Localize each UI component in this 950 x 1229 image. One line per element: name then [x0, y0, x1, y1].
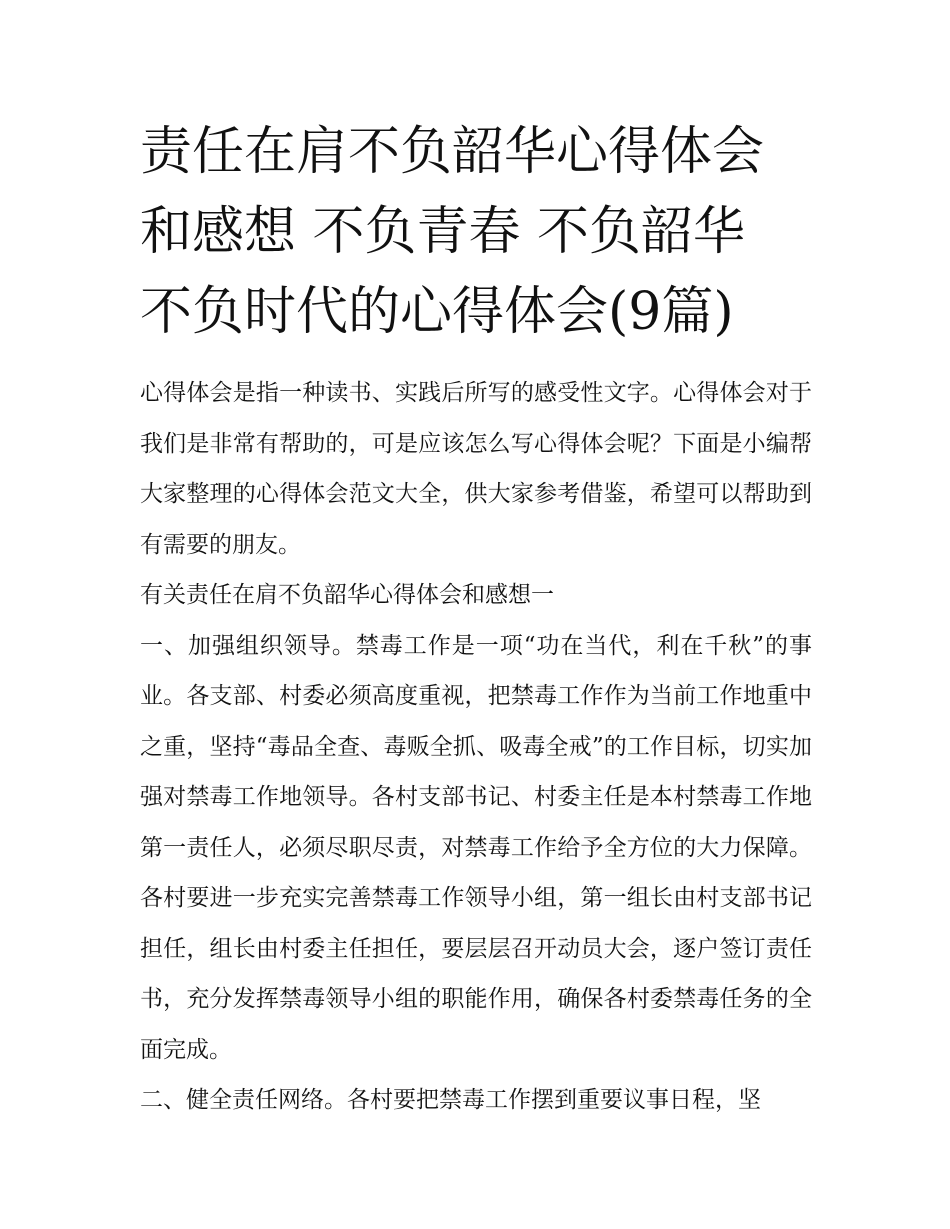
paragraph-intro: 心得体会是指一种读书、实践后所写的感受性文字。心得体会对于我们是非常有帮助的，可是应该怎么写心得体会呢？下面是小编帮大家整理的心得体会范文大全，供大家参考借鉴，希望可以帮助到有需要的朋友。 [140, 380, 812, 558]
document-title: 责任在肩不负韶华心得体会和感想 不负青春 不负韶华 不负时代的心得体会(9篇) [140, 122, 765, 342]
document-body [140, 368, 812, 1126]
paragraph-item-one: 一、加强组织领导。禁毒工作是一项“功在当代，利在千秋”的事业。各支部、村委必须高度重视，把禁毒工作作为当前工作地重中之重，坚持“毒品全查、毒贩全抓、吸毒全戒”的工作目标，切实加强对禁毒工作地领导。各村支部书记、村委主任是本村禁毒工作地第一责任人，必须尽职尽责，对禁毒工作给予全方位的大力保障。各村要进一步充实完善禁毒工作领导小组，第一组长由村支部书记担任，组长由村委主任担任，要层层召开动员大会，逐户签订责任书，充分发挥禁毒领导小组的职能作用，确保各村委禁毒任务的全面完成。 [140, 632, 812, 1063]
paragraph-item-two: 二、健全责任网络。各村要把禁毒工作摆到重要议事日程，坚 [140, 1087, 761, 1113]
paragraph-section-heading: 有关责任在肩不负韶华心得体会和感想一 [140, 582, 554, 608]
document-content [140, 112, 812, 1126]
